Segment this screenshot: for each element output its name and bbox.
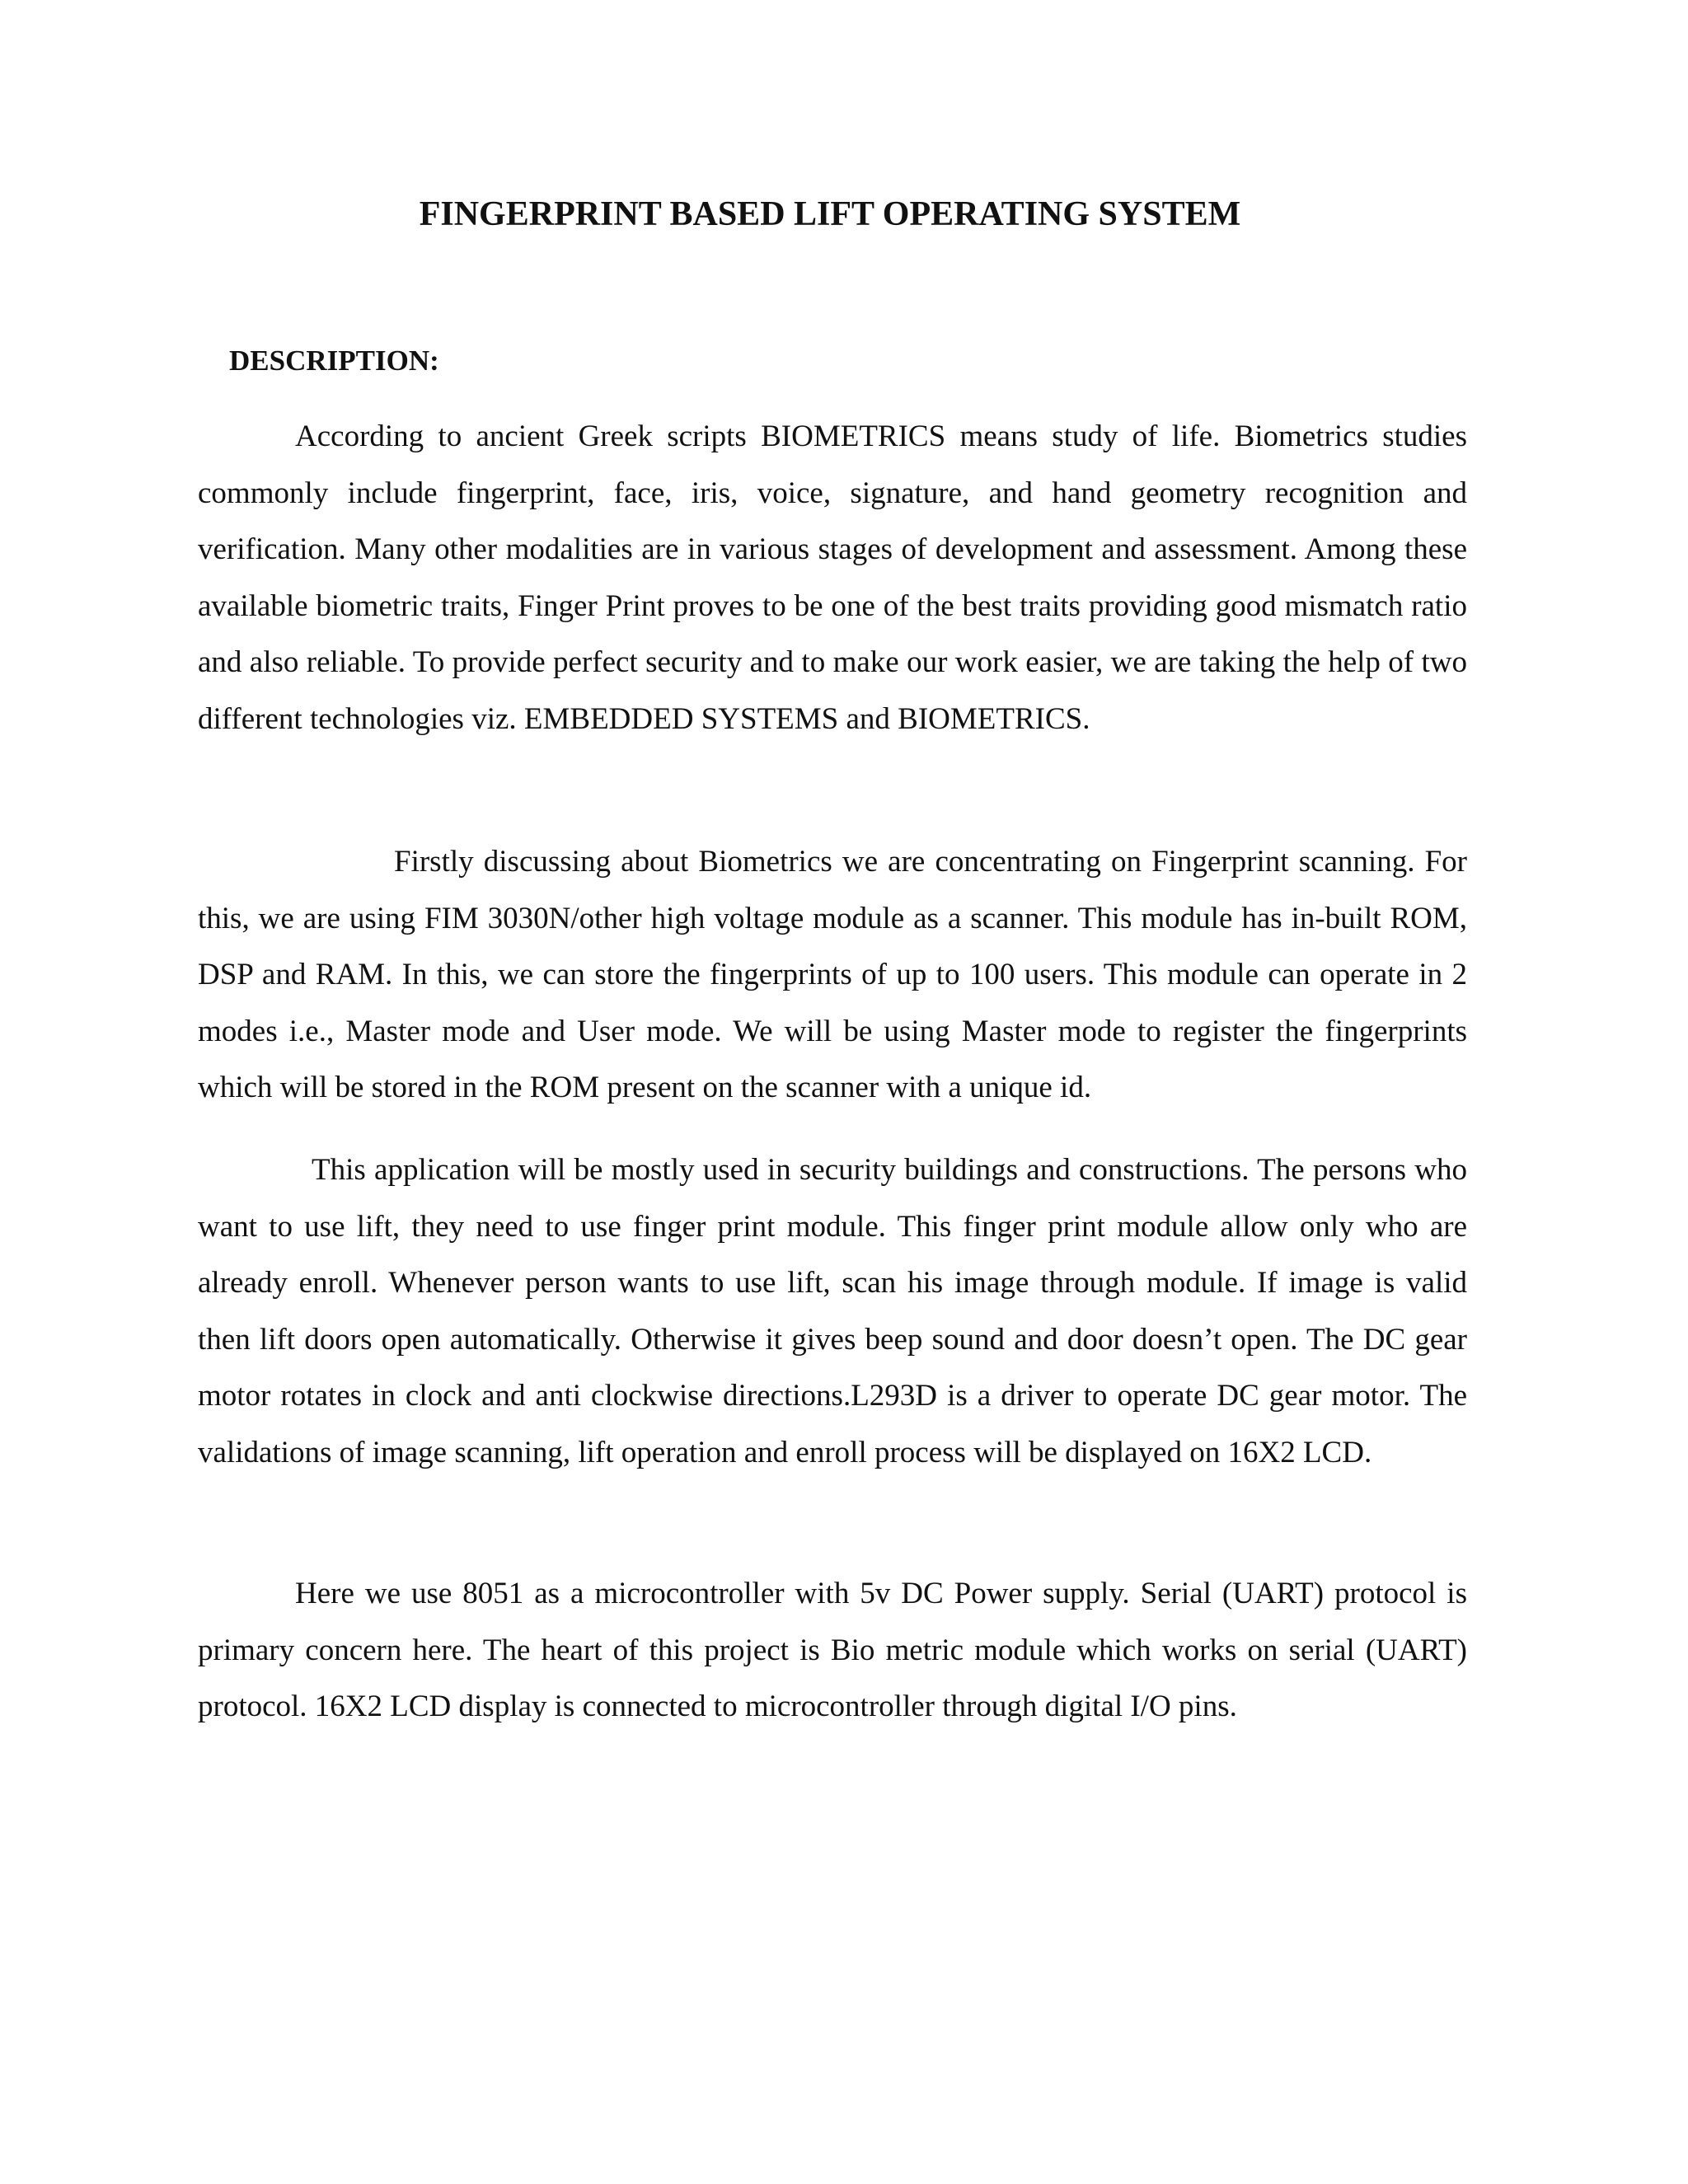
paragraph-microcontroller: Here we use 8051 as a microcontroller with 5v DC Power supply. Serial (UART) protocol is primary concern here. The heart of this project is Bio metric module which works on serial (UART) protocol. 16X2 LCD display is connected to microcontroller through digital I/O pins. [198, 1577, 1467, 1723]
page-title: FINGERPRINT BASED LIFT OPERATING SYSTEM [419, 195, 1241, 233]
paragraph-fingerprint-scanning: Firstly discussing about Biometrics we are concentrating on Fingerprint scanning. For this, we are using FIM 3030N/other high voltage module as a scanner. This module has in-built ROM, DSP and RAM. In this, we can store the fingerprints of up to 100 users. This module can operate in 2 modes i.e., Master mode and User mode. We will be using Master mode to register the fingerprints which will be stored in the ROM present on the scanner with a unique id. [198, 845, 1467, 1104]
section-heading: DESCRIPTION: [229, 344, 439, 377]
paragraph-application: This application will be mostly used in security buildings and constructions. The persons who want to use lift, they need to use finger print module. This finger print module allow only who are already enroll. Whenever person wants to use lift, scan his image through module. If image is valid then lift doors open automatically. Otherwise it gives beep sound and door doesn’t open. The DC gear motor rotates in clock and anti clockwise directions.L293D is a driver to operate DC gear motor. The validations of image scanning, lift operation and enroll process will be displayed on 16X2 LCD. [198, 1153, 1467, 1469]
paragraph-biometrics-intro: According to ancient Greek scripts BIOMETRICS means study of life. Biometrics studies commonly include fingerprint, face, iris, voice, signature, and hand geometry recognition and verification. Many other modalities are in various stages of development and assessment. Among these available biometric traits, Finger Print proves to be one of the best traits providing good mismatch ratio and also reliable. To provide perfect security and to make our work easier, we are taking the help of two different technologies viz. EMBEDDED SYSTEMS and BIOMETRICS. [198, 419, 1467, 736]
